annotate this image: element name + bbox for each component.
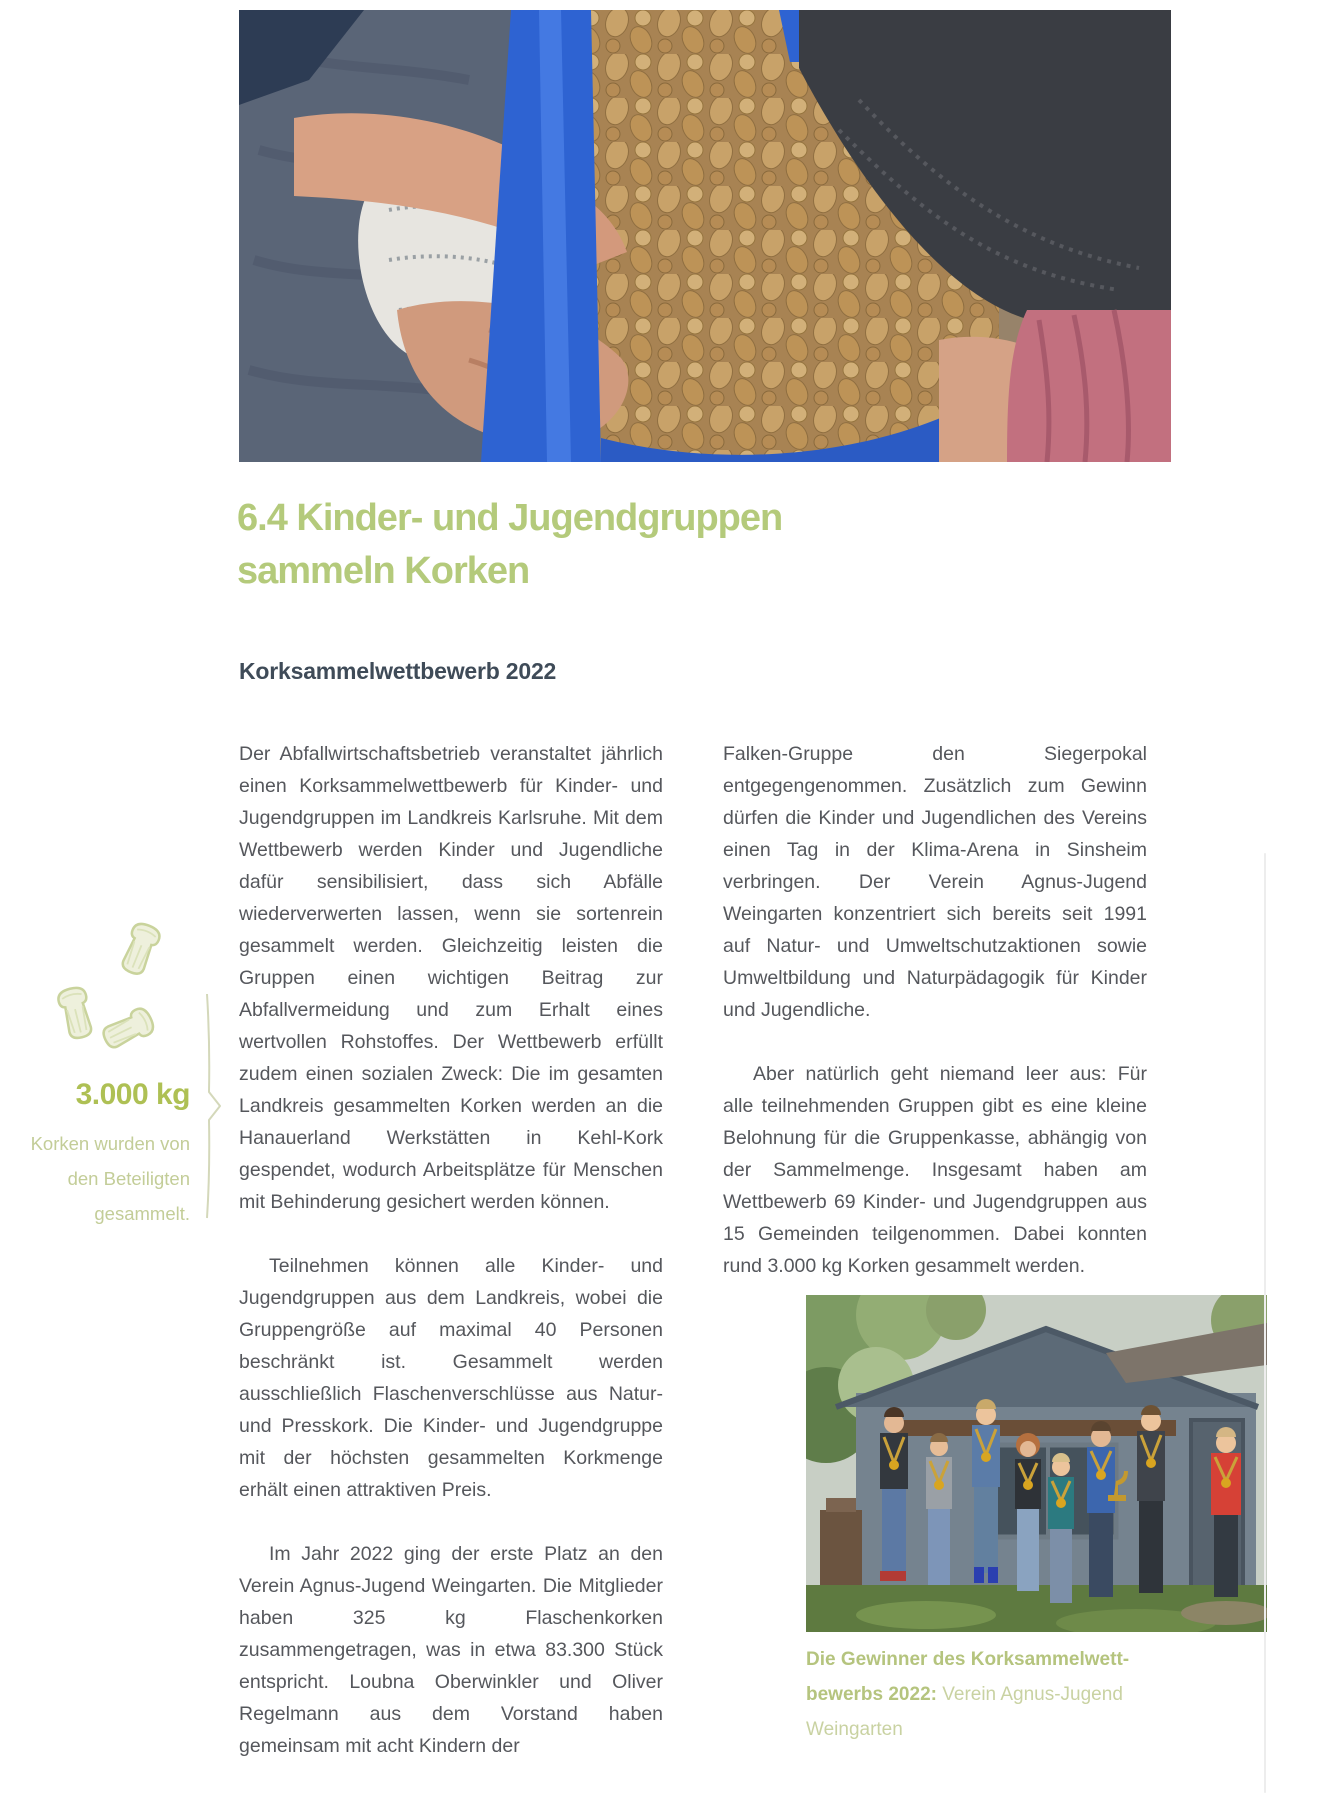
- text-column-left: [239, 738, 663, 1762]
- corks-sketch-illustration: [50, 918, 182, 1070]
- body-paragraph: Der Abfallwirtschaftsbetrieb veranstaltet jährlich einen Korksammelwettbewerb für Kinder- und Jugendgruppen im Landkreis Karlsruhe. Mit dem Wettbewerb werden Kinder und Jugendliche dafür sensibilisiert, dass sich Abfälle wiederverwerten lassen, wenn sie sortenrein gesammelt werden. Gleichzeitig leisten die Gruppen einen wichtigen Beitrag zur Abfallvermeidung und zum Erhalt eines wertvollen Rohstoffes. Der Wettbewerb erfüllt zudem einen sozialen Zweck: Die im gesamten Landkreis gesammelten Korken werden an die Hanauerland Werkstätten in Kehl-Kork gespendet, wodurch Arbeitsplätze für Menschen mit Behinderung gesichert werden können.: [239, 743, 663, 1213]
- body-paragraph: Teilnehmen können alle Kinder- und Jugendgruppen aus dem Landkreis, wobei die Gruppengröße auf maximal 40 Personen beschränkt ist. Gesammelt werden ausschließlich Flaschenverschlüsse aus Natur- und Presskork. Die Kinder- und Jugendgruppe mit der höchsten gesammelten Korkmenge erhält einen attraktiven Preis.: [239, 1255, 663, 1501]
- stat-value: 3.000 kg: [75, 1078, 190, 1111]
- stat-caption-line: gesammelt.: [94, 1203, 190, 1224]
- cork-collection-photo-art: [239, 10, 1171, 462]
- group-photo-caption: [806, 1642, 1196, 1747]
- stat-caption-line: Korken wurden von: [30, 1133, 190, 1154]
- article-subheading: Korksammelwettbewerb 2022: [239, 658, 557, 684]
- caption-bold-text: bewerbs 2022:: [806, 1684, 937, 1705]
- section-heading-line-2: sammeln Korken: [237, 550, 530, 592]
- page-edge-divider: [1264, 853, 1266, 1793]
- body-paragraph: Im Jahr 2022 ging der erste Platz an den Verein Agnus-Jugend Weingarten. Die Mitglieder haben 325 kg Flaschenkorken zusammengetragen, was in etwa 83.300 Stück entspricht. Loubna Oberwinkler und Oliver Regelmann aus dem Vorstand haben gemeinsam mit acht Kindern der: [239, 1543, 663, 1757]
- caption-regular-text: Verein Agnus-Jugend: [936, 1684, 1123, 1705]
- text-column-right: [723, 738, 1147, 1282]
- body-paragraph: Aber natürlich geht niemand leer aus: Für alle teilnehmenden Gruppen gibt es eine kleine Belohnung für die Gruppenkasse, abhängig von der Sammelmenge. Insgesamt haben am Wettbewerb 69 Kinder- und Jugendgruppen aus 15 Gemeinden teilgenommen. Dabei konnten rund 3.000 kg Korken gesammelt werden.: [723, 1063, 1147, 1277]
- sidebar-stat: [16, 1078, 190, 1231]
- stat-caption-line: den Beteiligten: [67, 1168, 190, 1189]
- body-paragraph: Falken-Gruppe den Siegerpokal entgegengenommen. Zusätzlich zum Gewinn dürfen die Kinder und Jugendlichen des Vereins einen Tag in der Klima-Arena in Sinsheim verbringen. Der Verein Agnus-Jugend Weingarten konzentriert sich bereits seit 1991 auf Natur- und Umweltschutzaktionen sowie Umweltbildung und Naturpädagogik für Kinder und Jugendliche.: [723, 743, 1147, 1021]
- stat-pointer-brace: [204, 992, 224, 1220]
- section-heading-line-1: 6.4 Kinder- und Jugendgruppen: [237, 497, 783, 539]
- caption-regular-text: Weingarten: [806, 1719, 903, 1740]
- winners-group-photo: [806, 1295, 1267, 1632]
- cork-collection-photo: [239, 10, 1171, 462]
- winners-group-photo-art: [806, 1295, 1267, 1632]
- stat-caption: [16, 1126, 190, 1231]
- section-heading: [237, 492, 782, 598]
- caption-bold-text: Die Gewinner des Korksammelwett-: [806, 1649, 1130, 1670]
